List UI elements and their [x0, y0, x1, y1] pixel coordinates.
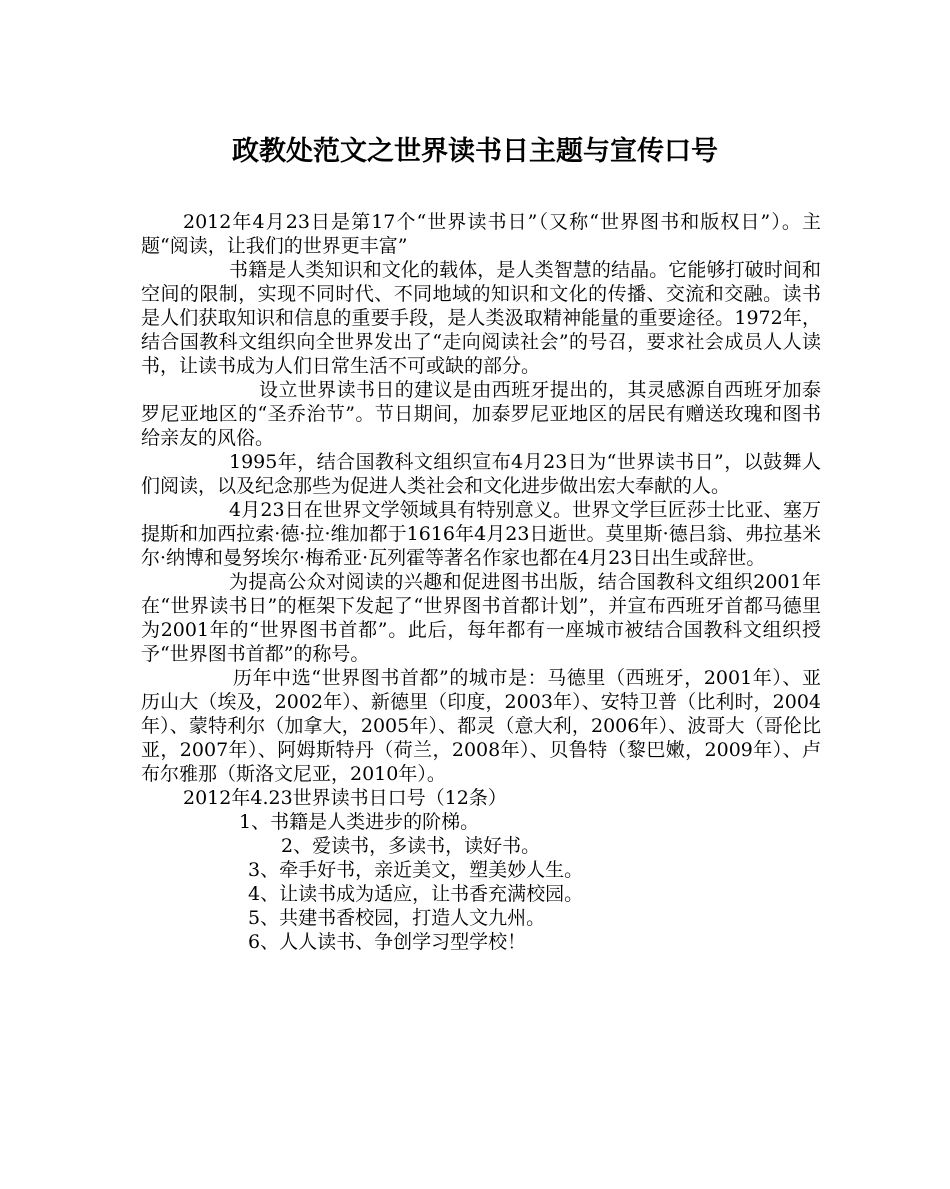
paragraph-intro: 2012年4月23日是第17个“世界读书日”（又称“世界图书和版权日”）。主题“阅读，让我们的世界更丰富” — [141, 211, 821, 257]
paragraph-1995: 1995年，结合国教科文组织宣布4月23日为“世界读书日”，以鼓舞人们阅读，以及纪念那些为促进人类社会和文化进步做出宏大奉献的人。 — [141, 451, 821, 497]
document-title: 政教处范文之世界读书日主题与宣传口号 — [232, 136, 718, 167]
paragraph-april-23: 4月23日在世界文学领域具有特别意义。世界文学巨匠莎士比亚、塞万提斯和加西拉索·德·拉·维加都于1616年4月23日逝世。莫里斯·德吕翁、弗拉基米尔·纳博和曼努埃尔·梅希亚·瓦列霍等著名作家也都在4月23日出生或辞世。 — [141, 499, 821, 569]
slogans-heading: 2012年4.23世界读书日口号（12条） — [183, 787, 507, 809]
list-item: 2、爱读书，多读书，读好书。 — [281, 835, 541, 857]
paragraph-books-carrier: 书籍是人类知识和文化的载体，是人类智慧的结晶。它能够打破时间和空间的限制，实现不同时代、不同地域的知识和文化的传播、交流和交融。读书是人们获取知识和信息的重要手段，是人类汲取精神能量的重要途径。1972年，结合国教科文组织向全世界发出了“走向阅读社会”的号召，要求社会成员人人读书，让读书成为人们日常生活不可或缺的部分。 — [141, 259, 821, 377]
slogan-list — [141, 810, 821, 954]
list-item: 5、共建书香校园，打造人文九州。 — [248, 907, 546, 929]
list-item: 4、让读书成为适应，让书香充满校园。 — [248, 883, 584, 905]
paragraph-book-capitals: 历年中选“世界图书首都”的城市是：马德里（西班牙，2001年）、亚历山大（埃及，2002年）、新德里（印度，2003年）、安特卫普（比利时，2004年）、蒙特利尔（加拿大，2005年）、都灵（意大利，2006年）、波哥大（哥伦比亚，2007年）、阿姆斯特丹（荷兰，2008年）、贝鲁特（黎巴嫩，2009年）、卢布尔雅那（斯洛文尼亚，2010年）。 — [141, 667, 821, 785]
list-item: 3、牵手好书，亲近美文，塑美妙人生。 — [248, 859, 584, 881]
paragraph-book-capital-plan: 为提高公众对阅读的兴趣和促进图书出版，结合国教科文组织2001年在“世界读书日”的框架下发起了“世界图书首都计划”，并宣布西班牙首都马德里为2001年的“世界图书首都”。此后，每年都有一座城市被结合国教科文组织授予“世界图书首都”的称号。 — [141, 571, 821, 665]
list-item: 6、人人读书、争创学习型学校！ — [248, 931, 527, 953]
list-item: 1、书籍是人类进步的阶梯。 — [239, 811, 480, 833]
document-body — [141, 210, 821, 954]
paragraph-origin: 设立世界读书日的建议是由西班牙提出的，其灵感源自西班牙加泰罗尼亚地区的“圣乔治节”。节日期间，加泰罗尼亚地区的居民有赠送玫瑰和图书给亲友的风俗。 — [141, 379, 821, 449]
